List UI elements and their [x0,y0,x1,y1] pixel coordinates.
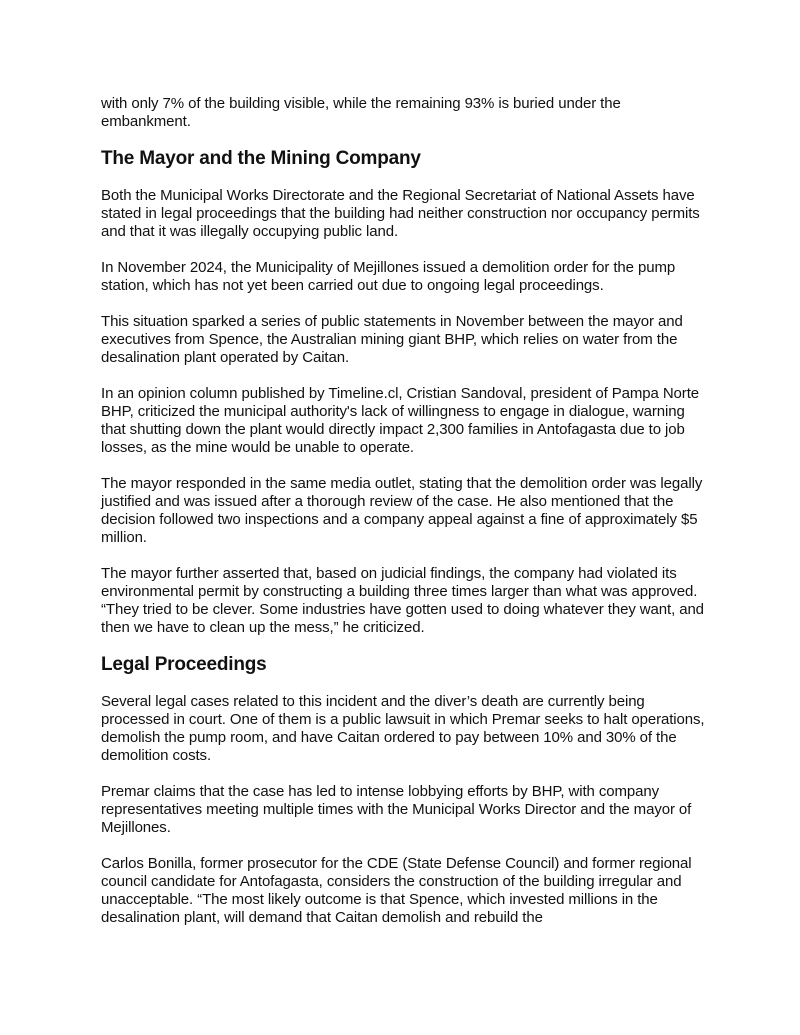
paragraph: This situation sparked a series of public statements in November between the mayor and executives from Spence, the Australian mining giant BHP, which relies on water from the desalination plant operated by Caitan. [101,313,683,366]
intro-continuation-paragraph: with only 7% of the building visible, while the remaining 93% is buried under the embankment. [101,95,621,130]
paragraph: The mayor further asserted that, based on judicial findings, the company had violated its environmental permit by constructing a building three times larger than what was approved. “They tried to be clever. Some industries have gotten used to doing whatever they want, and then we have to clean up the mess,” he criticized. [101,565,704,636]
paragraph: Both the Municipal Works Directorate and the Regional Secretariat of National Assets have stated in legal proceedings that the building had neither construction nor occupancy permits and that it was illegally occupying public land. [101,187,700,240]
document-page [101,95,711,927]
section-heading-mayor: The Mayor and the Mining Company [101,148,421,169]
paragraph: The mayor responded in the same media outlet, stating that the demolition order was legally justified and was issued after a thorough review of the case. He also mentioned that the decision followed two inspections and a company appeal against a fine of approximately $5 million. [101,475,703,546]
paragraph: In November 2024, the Municipality of Mejillones issued a demolition order for the pump station, which has not yet been carried out due to ongoing legal proceedings. [101,259,676,294]
paragraph: Carlos Bonilla, former prosecutor for the CDE (State Defense Council) and former regional council candidate for Antofagasta, considers the construction of the building irregular and unacceptable. “The most likely outcome is that Spence, which invested millions in the desalination plant, will demand that Caitan demolish and rebuild the [101,855,692,926]
paragraph: Premar claims that the case has led to intense lobbying efforts by BHP, with company representatives meeting multiple times with the Municipal Works Director and the mayor of Mejillones. [101,783,692,836]
paragraph: Several legal cases related to this incident and the diver’s death are currently being processed in court. One of them is a public lawsuit in which Premar seeks to halt operations, demolish the pump room, and have Caitan ordered to pay between 10% and 30% of the demolition costs. [101,693,705,764]
section-heading-legal: Legal Proceedings [101,654,267,675]
paragraph: In an opinion column published by Timeline.cl, Cristian Sandoval, president of Pampa Norte BHP, criticized the municipal authority's lack of willingness to engage in dialogue, warning that shutting down the plant would directly impact 2,300 families in Antofagasta due to job losses, as the mine would be unable to operate. [101,385,700,456]
